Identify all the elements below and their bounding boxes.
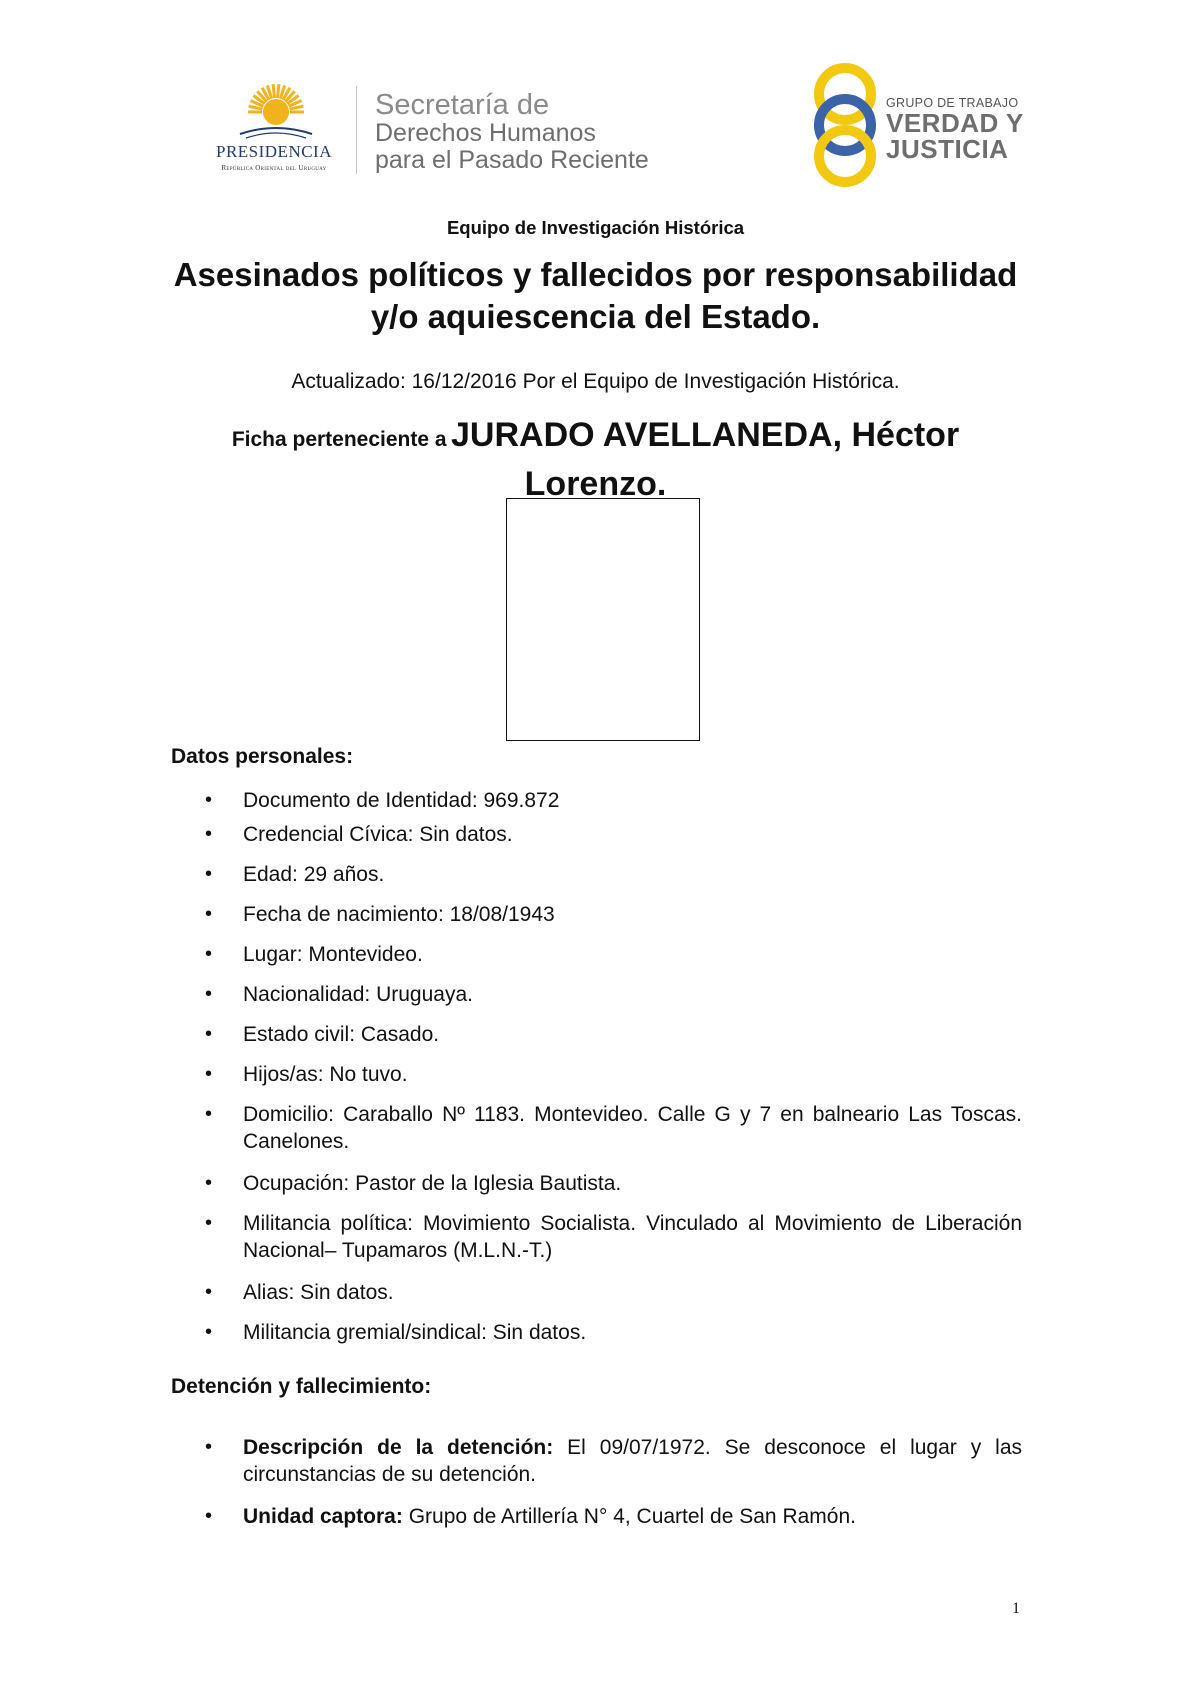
detention-item-label: Descripción de la detención: <box>243 1436 554 1459</box>
personal-data-item: Estado civil: Casado. <box>243 1023 440 1046</box>
secretaria-line-2: Derechos Humanos <box>375 119 596 147</box>
page-header <box>0 0 1191 200</box>
personal-data-heading: Datos personales: <box>171 745 354 768</box>
detention-item <box>243 1503 1022 1530</box>
personal-data-item: Credencial Cívica: Sin datos. <box>243 823 513 846</box>
bullet-marker: • <box>205 1023 213 1045</box>
personal-data-item: Ocupación: Pastor de la Iglesia Bautista. <box>243 1172 622 1195</box>
personal-data-item: Domicilio: Caraballo Nº 1183. Montevideo. Calle G y 7 en balneario Las Toscas. Canelones. <box>243 1103 1022 1153</box>
gtvj-line-2: VERDAD Y <box>886 108 1024 138</box>
bullet-marker: • <box>205 863 213 885</box>
bullet-marker: • <box>205 983 213 1005</box>
bullet-marker: • <box>205 789 213 811</box>
personal-data-item: Militancia política: Movimiento Socialista. Vinculado al Movimiento de Liberación Nacional– Tupamaros (M.L.N.-T.) <box>243 1212 1022 1262</box>
detention-item-text: El 09/07/1972. Se desconoce el lugar y las circunstancias de su detención. <box>243 1436 1022 1486</box>
personal-data-item: Nacionalidad: Uruguaya. <box>243 983 473 1006</box>
bullet-marker: • <box>205 1436 213 1458</box>
verdad-justicia-logo <box>812 62 1032 188</box>
personal-data-item: Documento de Identidad: 969.872 <box>243 789 560 812</box>
personal-data-item: Lugar: Montevideo. <box>243 943 423 966</box>
detention-item <box>243 1434 1022 1488</box>
bullet-marker: • <box>205 1212 213 1234</box>
team-heading: Equipo de Investigación Histórica <box>446 217 745 238</box>
bullet-marker: • <box>205 1321 213 1343</box>
detention-item-text: Grupo de Artillería N° 4, Cuartel de San Ramón. <box>402 1505 856 1528</box>
personal-data-item: Edad: 29 años. <box>243 863 385 886</box>
personal-data-item: Alias: Sin datos. <box>243 1281 394 1304</box>
logo-divider <box>356 86 357 174</box>
bullet-marker: • <box>205 1103 213 1125</box>
personal-data-item: Hijos/as: No tuvo. <box>243 1063 408 1086</box>
page-number: 1 <box>1012 1600 1020 1617</box>
bullet-marker: • <box>205 1281 213 1303</box>
presidencia-logo <box>198 82 350 174</box>
ficha-prefix: Ficha perteneciente a <box>231 428 447 451</box>
secretaria-logo <box>375 90 649 174</box>
personal-data-item: Militancia gremial/sindical: Sin datos. <box>243 1321 587 1344</box>
document-title: Asesinados políticos y fallecidos por responsabilidad y/o aquiescencia del Estado. <box>173 256 1018 335</box>
gtvj-line-3: JUSTICIA <box>886 134 1009 164</box>
presidencia-word: PRESIDENCIA <box>215 142 332 161</box>
secretaria-line-1: Secretaría de <box>375 89 550 121</box>
bullet-marker: • <box>205 1063 213 1085</box>
photo-placeholder <box>506 498 700 741</box>
sun-emblem-icon <box>238 82 314 142</box>
bullet-marker: • <box>205 943 213 965</box>
personal-data-item: Fecha de nacimiento: 18/08/1943 <box>243 903 555 926</box>
bullet-marker: • <box>205 1172 213 1194</box>
detention-heading: Detención y fallecimiento: <box>171 1375 432 1398</box>
bullet-marker: • <box>205 903 213 925</box>
presidencia-subtitle: República Oriental del Uruguay <box>221 164 327 172</box>
bullet-marker: • <box>205 823 213 845</box>
gtvj-line-1: GRUPO DE TRABAJO <box>886 96 1019 110</box>
person-name: JURADO AVELLANEDA, Héctor Lorenzo. <box>451 416 960 503</box>
detention-item-label: Unidad captora: <box>243 1505 403 1528</box>
updated-line: Actualizado: 16/12/2016 Por el Equipo de Investigación Histórica. <box>291 370 900 393</box>
secretaria-line-3: para el Pasado Reciente <box>375 146 649 174</box>
interlinked-rings-icon <box>812 62 878 188</box>
bullet-marker: • <box>205 1505 213 1527</box>
